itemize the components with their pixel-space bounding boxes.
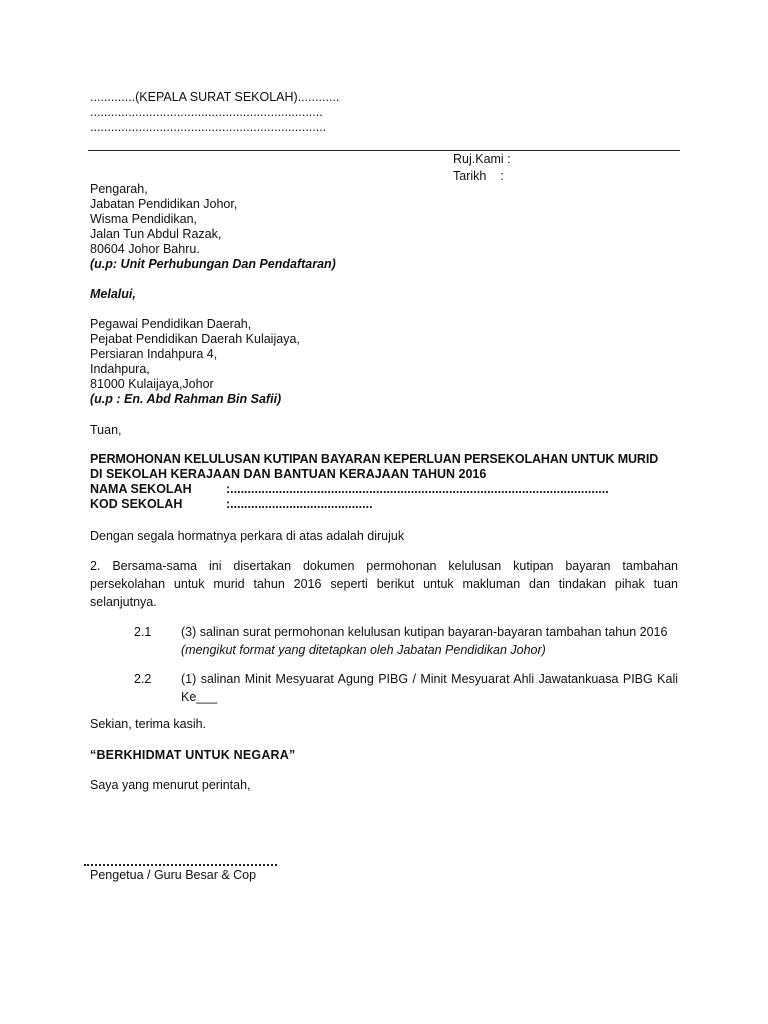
school-name-label: NAMA SEKOLAH <box>90 482 192 496</box>
item-text-note: (mengikut format yang ditetapkan oleh Jabatan Pendidikan Johor) <box>181 643 546 657</box>
signature-line <box>84 864 277 866</box>
school-code-value: :......................................... <box>226 497 373 511</box>
recipient-line: Jabatan Pendidikan Johor, <box>90 197 238 211</box>
body-paragraph-1: Dengan segala hormatnya perkara di atas adalah dirujuk <box>90 529 405 543</box>
item-text <box>181 623 678 659</box>
recipient-attention: (u.p: Unit Perhubungan Dan Pendaftaran) <box>90 257 336 271</box>
via-line: Pejabat Pendidikan Daerah Kulaijaya, <box>90 332 300 346</box>
via-line: Pegawai Pendidikan Daerah, <box>90 317 252 331</box>
via-attention: (u.p : En. Abd Rahman Bin Safii) <box>90 392 282 406</box>
recipient-line: Jalan Tun Abdul Razak, <box>90 227 222 241</box>
item-number: 2.1 <box>134 625 152 639</box>
via-line: Indahpura, <box>90 362 150 376</box>
item-number: 2.2 <box>134 672 152 686</box>
signature-title: Pengetua / Guru Besar & Cop <box>90 868 257 882</box>
via-line: 81000 Kulaijaya,Johor <box>90 377 214 391</box>
subject-line-2: DI SEKOLAH KERAJAAN DAN BANTUAN KERAJAAN TAHUN 2016 <box>90 467 487 481</box>
via-address <box>90 317 300 407</box>
salutation: Tuan, <box>90 423 122 437</box>
via-line: Persiaran Indahpura 4, <box>90 347 218 361</box>
recipient-line: Pengarah, <box>90 182 148 196</box>
recipient-line: 80604 Johor Bahru. <box>90 242 200 256</box>
school-name-row <box>90 482 680 497</box>
letterhead-line-2: ................................................................... <box>90 105 323 119</box>
motto: “BERKHIDMAT UNTUK NEGARA” <box>90 748 296 762</box>
sign-off: Saya yang menurut perintah, <box>90 778 251 792</box>
reference-tarikh: Tarikh : <box>453 169 504 183</box>
subject-line-1: PERMOHONAN KELULUSAN KUTIPAN BAYARAN KEPERLUAN PERSEKOLAHAN UNTUK MURID <box>90 452 659 466</box>
recipient-address <box>90 182 336 272</box>
reference-ruj-kami: Ruj.Kami : <box>453 152 511 166</box>
via-label: Melalui, <box>90 287 136 301</box>
school-code-label: KOD SEKOLAH <box>90 497 183 511</box>
recipient-line: Wisma Pendidikan, <box>90 212 197 226</box>
letterhead-line-1: .............(KEPALA SURAT SEKOLAH)............ <box>90 90 340 104</box>
item-text-main: (3) salinan surat permohonan kelulusan kutipan bayaran-bayaran tambahan tahun 2016 <box>181 625 668 639</box>
school-name-value: :............................................................................................................. <box>226 482 609 496</box>
school-code-row <box>90 497 680 512</box>
item-text-main: (1) salinan Minit Mesyuarat Agung PIBG / Minit Mesyuarat Ahli Jawatankuasa PIBG Kali Ke___ <box>181 672 678 704</box>
closing-text: Sekian, terima kasih. <box>90 717 207 731</box>
body-paragraph-2: 2. Bersama-sama ini disertakan dokumen permohonan kelulusan kutipan bayaran tambahan persekolahan untuk murid tahun 2016 seperti berikut untuk makluman dan tindakan pihak tuan selanjutnya. <box>90 559 678 609</box>
letterhead-divider <box>88 150 680 151</box>
letterhead-line-3: .................................................................... <box>90 120 327 134</box>
